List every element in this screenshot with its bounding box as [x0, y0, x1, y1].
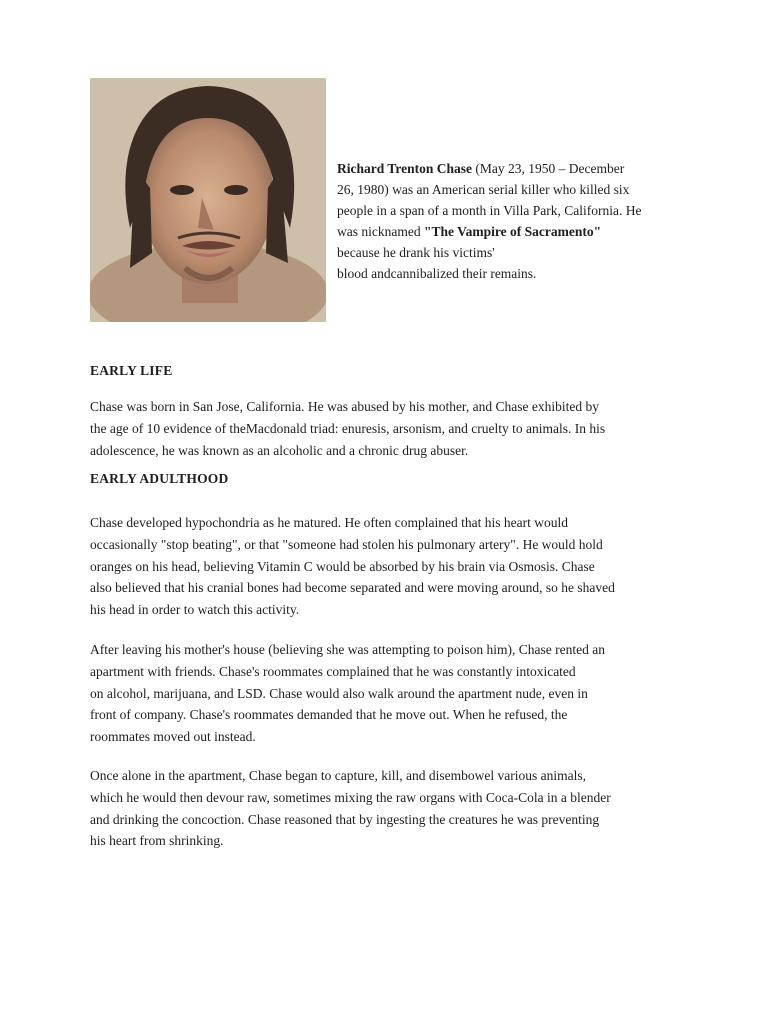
paragraph-hypochondria: Chase developed hypochondria as he matured. He often complained that his heart would occasionally "stop beating", or that "someone had stolen his pulmonary artery". He would hold oranges on his head, believing Vitamin C would be absorbed by his brain via Osmosis. Chase also believed that his cranial bones had become separated and were moving around, so he shaved his head in order to watch this activity.	[90, 515, 615, 618]
paragraph-apartment: After leaving his mother's house (believing she was attempting to poison him), Chase rented an apartment with friends. Chase's roommates complained that he was constantly intoxicated on alcohol, marijuana, and LSD. Chase would also walk around the apartment nude, even in front of company. Chase's roommates demanded that he move out. When he refused, the roommates moved out instead.	[90, 642, 605, 745]
subject-name: Richard Trenton Chase	[337, 161, 473, 176]
heading-early-life: EARLY LIFE	[90, 363, 173, 378]
paragraph-alone: Once alone in the apartment, Chase began to capture, kill, and disembowel various animals, which he would then devour raw, sometimes mixing the raw organs with Coca-Cola in a blender and drinking the concoction. Chase reasoned that by ingesting the creatures he was preventing his heart from shrinking.	[90, 768, 611, 849]
portrait-photo	[90, 78, 326, 322]
nickname: "The Vampire of Sacramento"	[423, 224, 602, 239]
paragraph-early-life: Chase was born in San Jose, California. He was abused by his mother, and Chase exhibited by the age of 10 evidence of theMacdonald triad: enuresis, arsonism, and cruelty to animals. In his adolescence, he was known as an alcoholic and a chronic drug abuser.	[90, 399, 606, 458]
heading-early-adulthood: EARLY ADULTHOOD	[90, 471, 229, 486]
intro-paragraph: Richard Trenton Chase (May 23, 1950 – December 26, 1980) was an American serial killer who killed six people in a span of a month in Villa Park, California. He was nicknamed "The Vampire of Sacramento" because he drank his victims' blood andcannibalized their remains.	[337, 161, 642, 281]
